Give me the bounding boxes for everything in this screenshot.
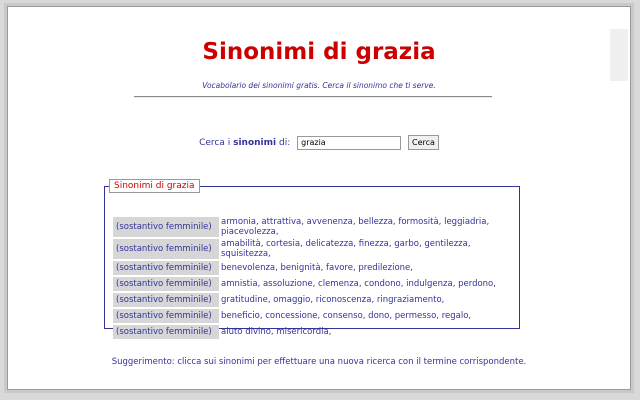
page-title: Sinonimi di grazia xyxy=(202,39,436,65)
table-row xyxy=(113,217,513,237)
table-row xyxy=(113,309,513,323)
search-label-keyword: sinonimi xyxy=(233,138,277,148)
part-of-speech: (sostantivo femminile) xyxy=(113,277,219,291)
search-button[interactable]: Cerca xyxy=(408,135,439,150)
part-of-speech: (sostantivo femminile) xyxy=(113,293,219,307)
suggestion-text: Suggerimento: clicca sui sinonimi per effettuare una nuova ricerca con il termine corrispondente. xyxy=(111,357,527,367)
search-label-prefix: Cerca i xyxy=(199,138,231,148)
part-of-speech: (sostantivo femminile) xyxy=(113,217,219,237)
table-row xyxy=(113,261,513,275)
search-form xyxy=(8,135,630,150)
page-subtitle: Vocabolario dei sinonimi gratis. Cerca il sinonimo che ti serve. xyxy=(202,81,436,90)
synonyms-list[interactable]: armonia, attrattiva, avvenenza, bellezza, formosità, leggiadria, piacevolezza, xyxy=(221,217,490,237)
page-frame xyxy=(7,6,631,390)
synonyms-list[interactable]: aiuto divino, misericordia, xyxy=(221,327,332,337)
table-row xyxy=(113,239,513,259)
results-table xyxy=(113,215,513,341)
synonyms-list[interactable]: benevolenza, benignità, favore, predilezione, xyxy=(221,263,413,273)
part-of-speech: (sostantivo femminile) xyxy=(113,309,219,323)
search-input[interactable] xyxy=(297,136,401,150)
synonyms-list[interactable]: amnistia, assoluzione, clemenza, condono, indulgenza, perdono, xyxy=(221,279,496,289)
table-row xyxy=(113,293,513,307)
divider xyxy=(134,96,492,98)
synonyms-list[interactable]: beneficio, concessione, consenso, dono, permesso, regalo, xyxy=(221,311,472,321)
table-row xyxy=(113,325,513,339)
table-row xyxy=(113,277,513,291)
part-of-speech: (sostantivo femminile) xyxy=(113,239,219,259)
results-panel xyxy=(104,179,520,337)
part-of-speech: (sostantivo femminile) xyxy=(113,325,219,339)
part-of-speech: (sostantivo femminile) xyxy=(113,261,219,275)
synonyms-list[interactable]: gratitudine, omaggio, riconoscenza, ringraziamento, xyxy=(221,295,445,305)
results-legend: Sinonimi di grazia xyxy=(109,179,200,193)
synonyms-list[interactable]: amabilità, cortesia, delicatezza, finezza, garbo, gentilezza, squisitezza, xyxy=(221,239,471,259)
search-label-suffix: di: xyxy=(278,138,291,148)
